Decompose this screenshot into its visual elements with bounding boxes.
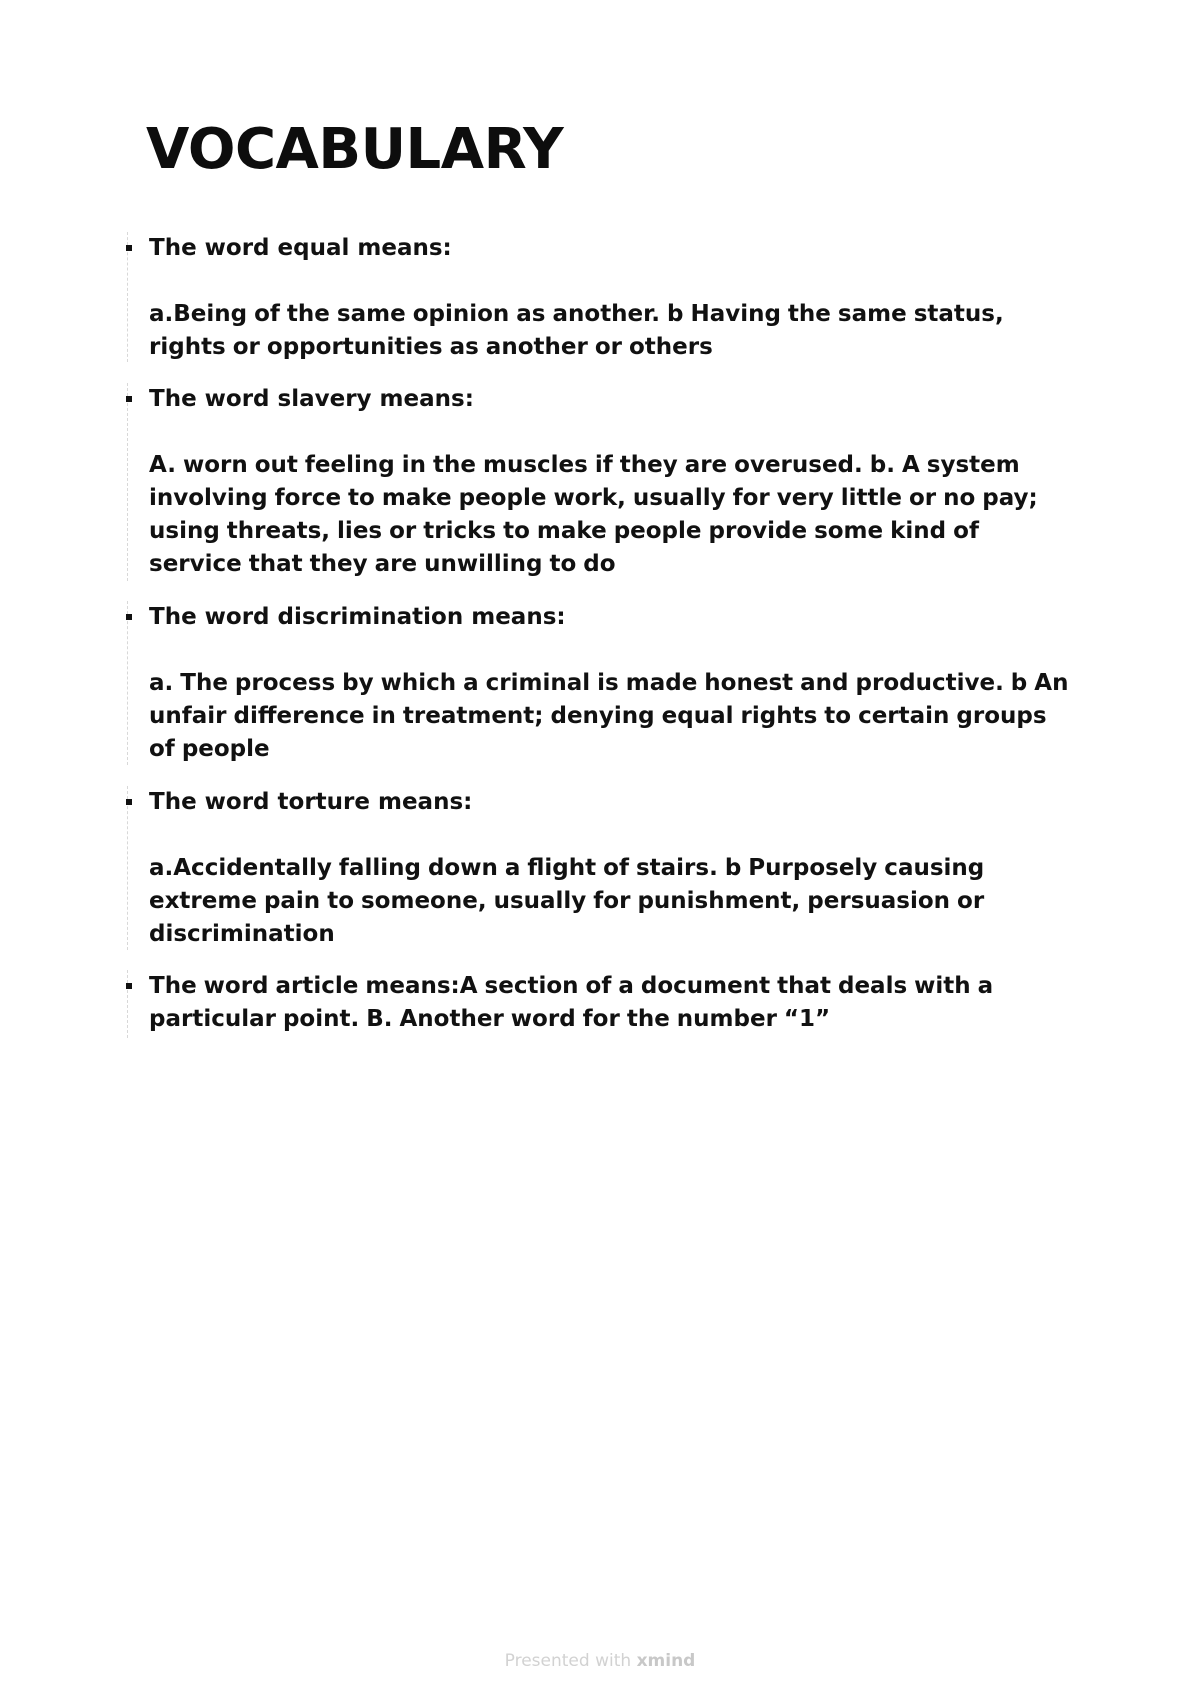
- bullet-icon: [126, 245, 132, 251]
- bullet-icon: [126, 396, 132, 402]
- bullet-icon: [126, 983, 132, 989]
- footer-prefix: Presented with: [504, 1651, 632, 1671]
- item-answer: a. The process by which a criminal is made honest and productive. b An unfair difference in treatment; denying equal rights to certain groups of people: [149, 670, 1069, 762]
- item-question: The word discrimination means:: [149, 604, 566, 630]
- page-title: VOCABULARY: [146, 117, 564, 182]
- list-item: [127, 786, 1078, 950]
- item-question: The word article means:A section of a document that deals with a particular point. B. Another word for the number “1”: [149, 973, 994, 1032]
- item-answer: a.Accidentally falling down a flight of stairs. b Purposely causing extreme pain to someone, usually for punishment, persuasion or discrimination: [149, 855, 985, 947]
- footer-watermark: [0, 1651, 1200, 1671]
- list-item: [127, 383, 1078, 581]
- item-answer: a.Being of the same opinion as another. b Having the same status, rights or opportunities as another or others: [149, 301, 1004, 360]
- list-item: [127, 970, 1078, 1038]
- bullet-icon: [126, 799, 132, 805]
- list-item: [127, 601, 1078, 765]
- bullet-icon: [126, 614, 132, 620]
- item-question: The word slavery means:: [149, 386, 474, 412]
- list-item: [127, 232, 1078, 362]
- item-question: The word equal means:: [149, 235, 452, 261]
- item-answer: A. worn out feeling in the muscles if they are overused. b. A system involving force to make people work, usually for very little or no pay; using threats, lies or tricks to make people provide some kind of service that they are unwilling to do: [149, 452, 1038, 577]
- xmind-logo: xmind: [636, 1651, 696, 1671]
- item-question: The word torture means:: [149, 789, 473, 815]
